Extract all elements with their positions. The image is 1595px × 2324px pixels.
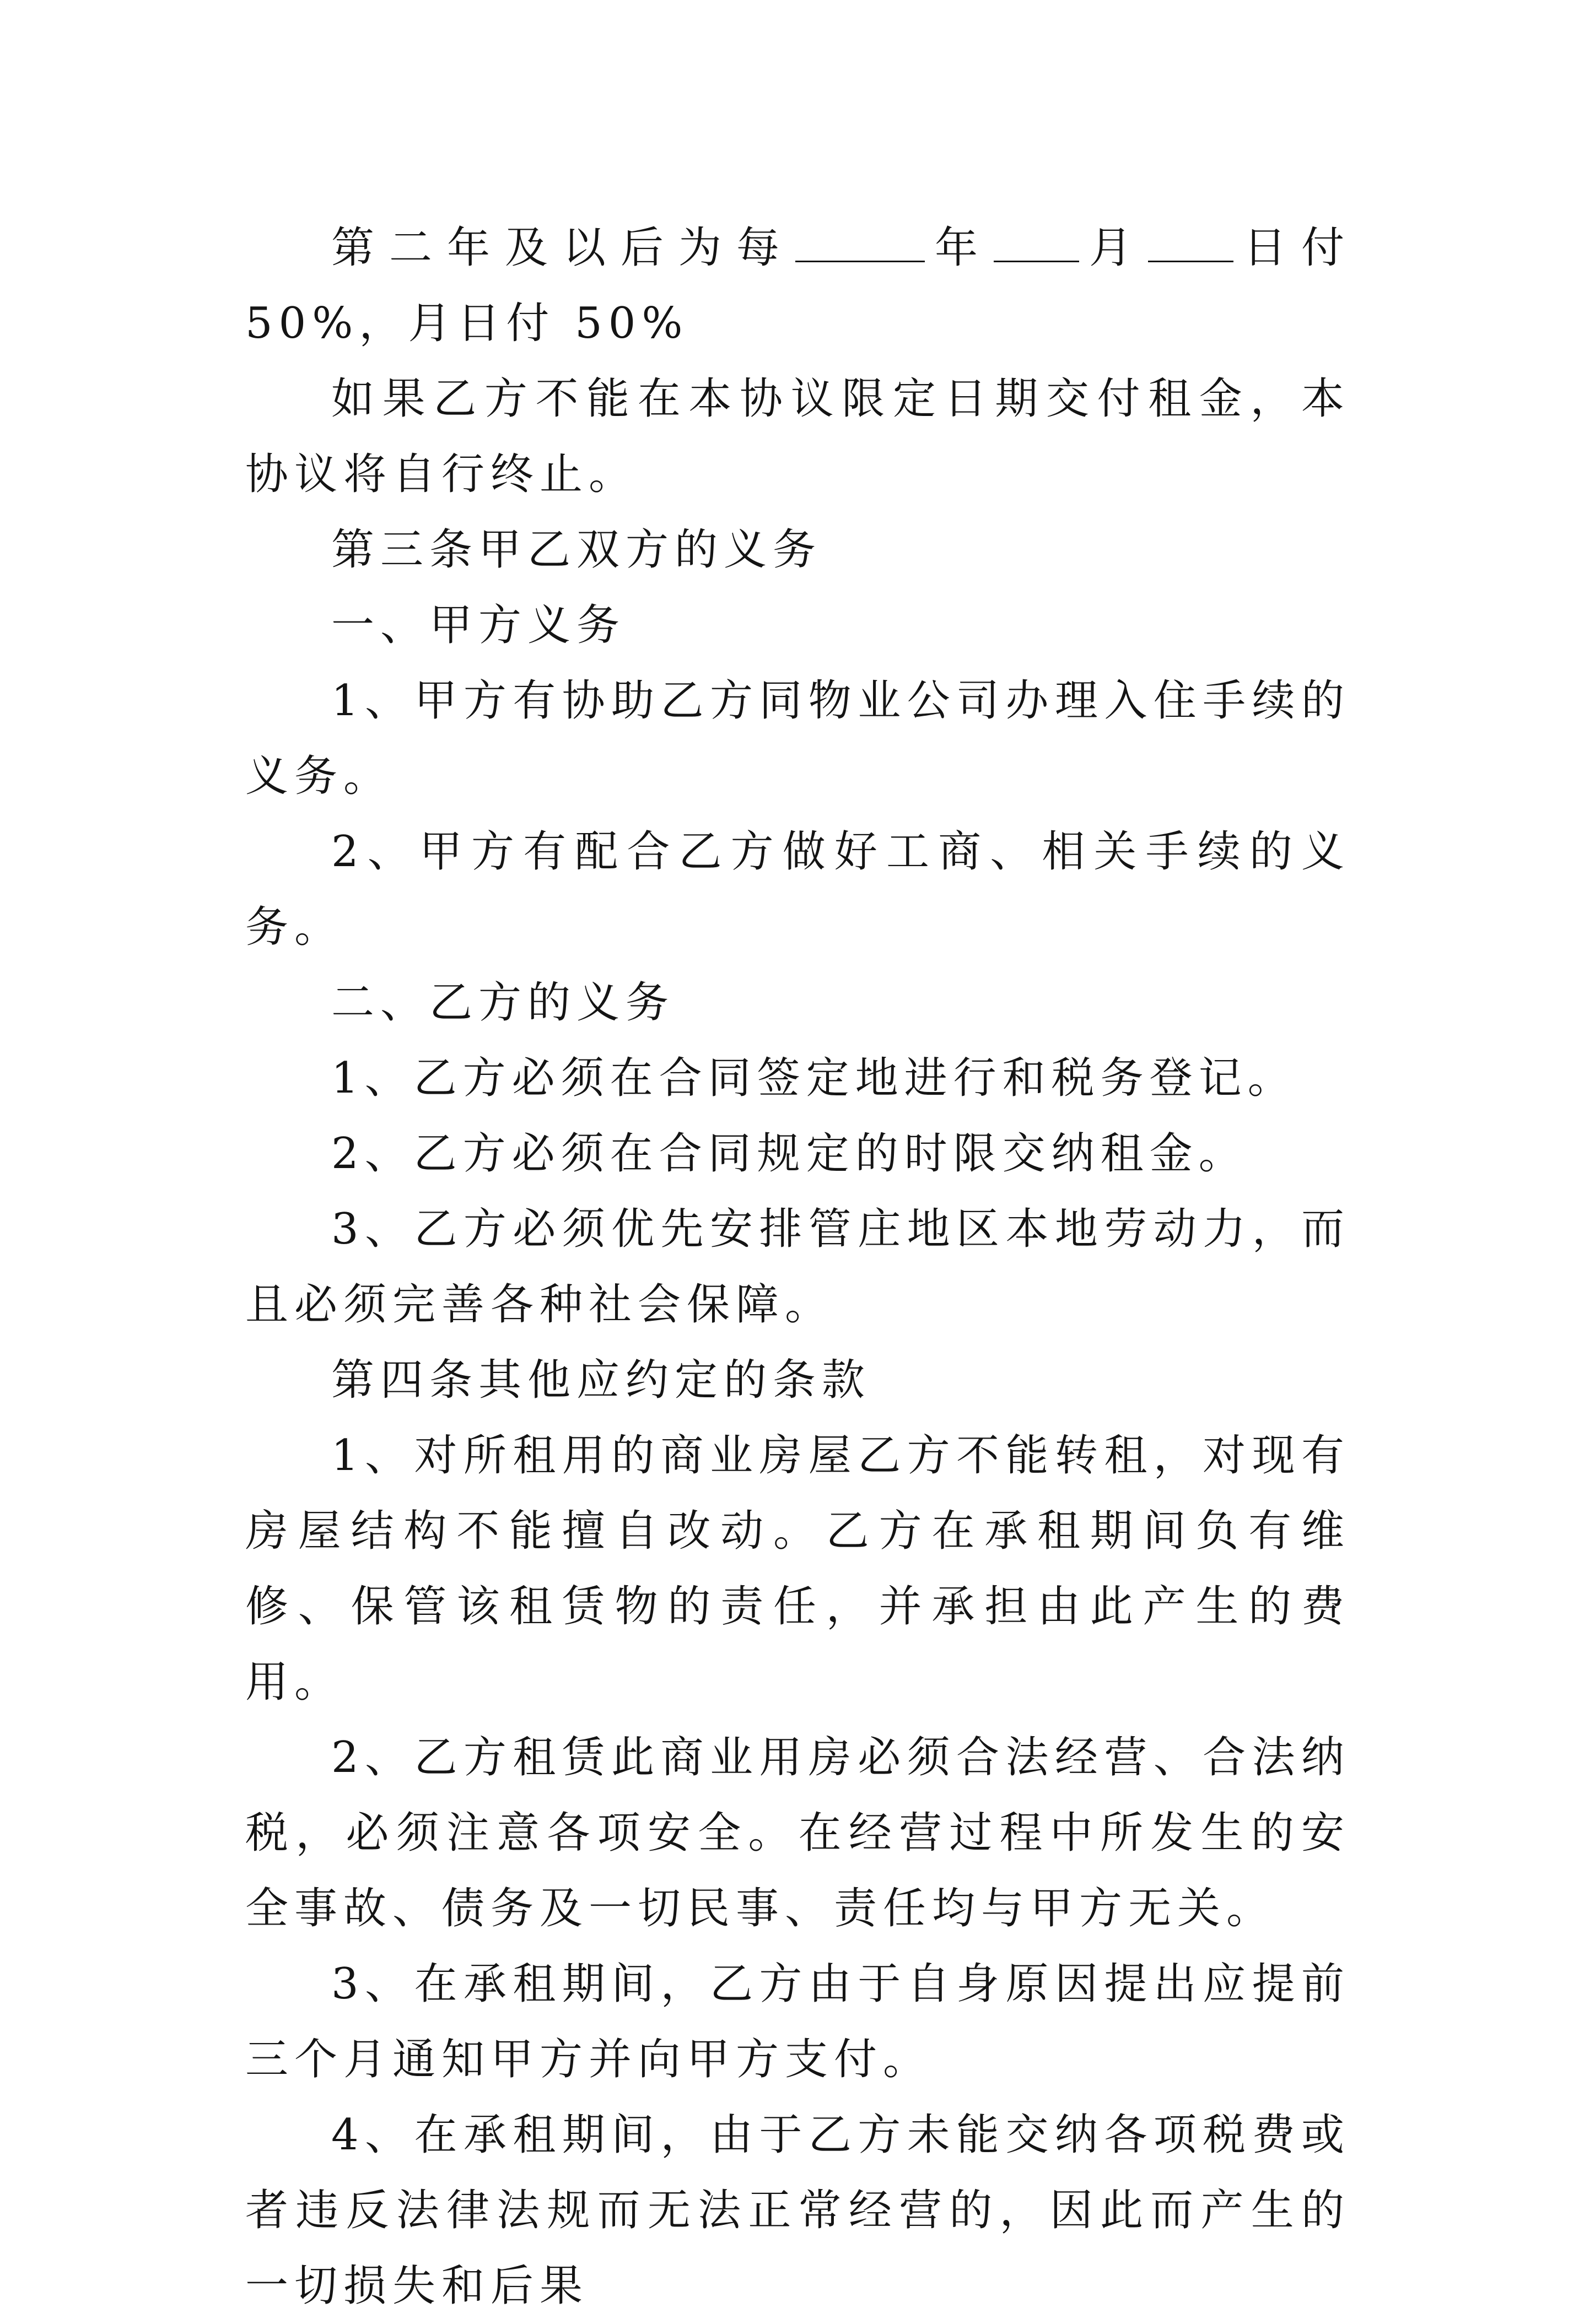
article-four-heading: 第四条其他应约定的条款	[331, 1355, 871, 1405]
party-b-obligation-1: 1、乙方必须在合同签定地进行和税务登记。	[331, 1053, 1297, 1103]
payment-schedule-paragraph	[245, 210, 1350, 361]
year-label: 年	[925, 223, 993, 273]
month-blank-line	[994, 218, 1079, 262]
payment-text-end: 日付 50%，月日付 50%	[245, 223, 1350, 348]
other-term-4: 4、在承租期间，由于乙方未能交纳各项税费或者违反法律法规而无法正常经营的，因此而产生的一切损失和后果	[245, 2110, 1350, 2311]
year-blank-line	[795, 218, 925, 262]
article-three-heading: 第三条甲乙双方的义务	[331, 525, 822, 575]
other-term-3: 3、在承租期间，乙方由于自身原因提出应提前三个月通知甲方并向甲方支付。	[245, 1959, 1350, 2084]
party-a-obligation-1: 1、甲方有协助乙方同物业公司办理入住手续的义务。	[245, 676, 1350, 801]
other-term-1: 1、对所租用的商业房屋乙方不能转租，对现有房屋结构不能擅自改动。乙方在承租期间负有维修、保管该租赁物的责任，并承担由此产生的费用。	[245, 1431, 1350, 1707]
document-body	[245, 210, 1350, 2324]
other-term-2: 2、乙方租赁此商业用房必须合法经营、合法纳税，必须注意各项安全。在经营过程中所发生的安全事故、债务及一切民事、责任均与甲方无关。	[245, 1733, 1350, 1933]
party-b-obligation-3: 3、乙方必须优先安排管庄地区本地劳动力，而且必须完善各种社会保障。	[245, 1204, 1350, 1329]
party-a-obligation-2: 2、甲方有配合乙方做好工商、相关手续的义务。	[245, 827, 1350, 952]
month-label: 月	[1080, 223, 1147, 273]
termination-paragraph: 如果乙方不能在本协议限定日期交付租金，本协议将自行终止。	[245, 374, 1350, 499]
party-b-obligations-heading: 二、乙方的义务	[331, 978, 675, 1028]
party-b-obligation-2: 2、乙方必须在合同规定的时限交纳租金。	[331, 1129, 1248, 1179]
day-blank-line	[1148, 218, 1233, 262]
payment-text-start: 第二年及以后为每	[331, 223, 794, 273]
party-a-obligations-heading: 一、甲方义务	[331, 601, 626, 650]
